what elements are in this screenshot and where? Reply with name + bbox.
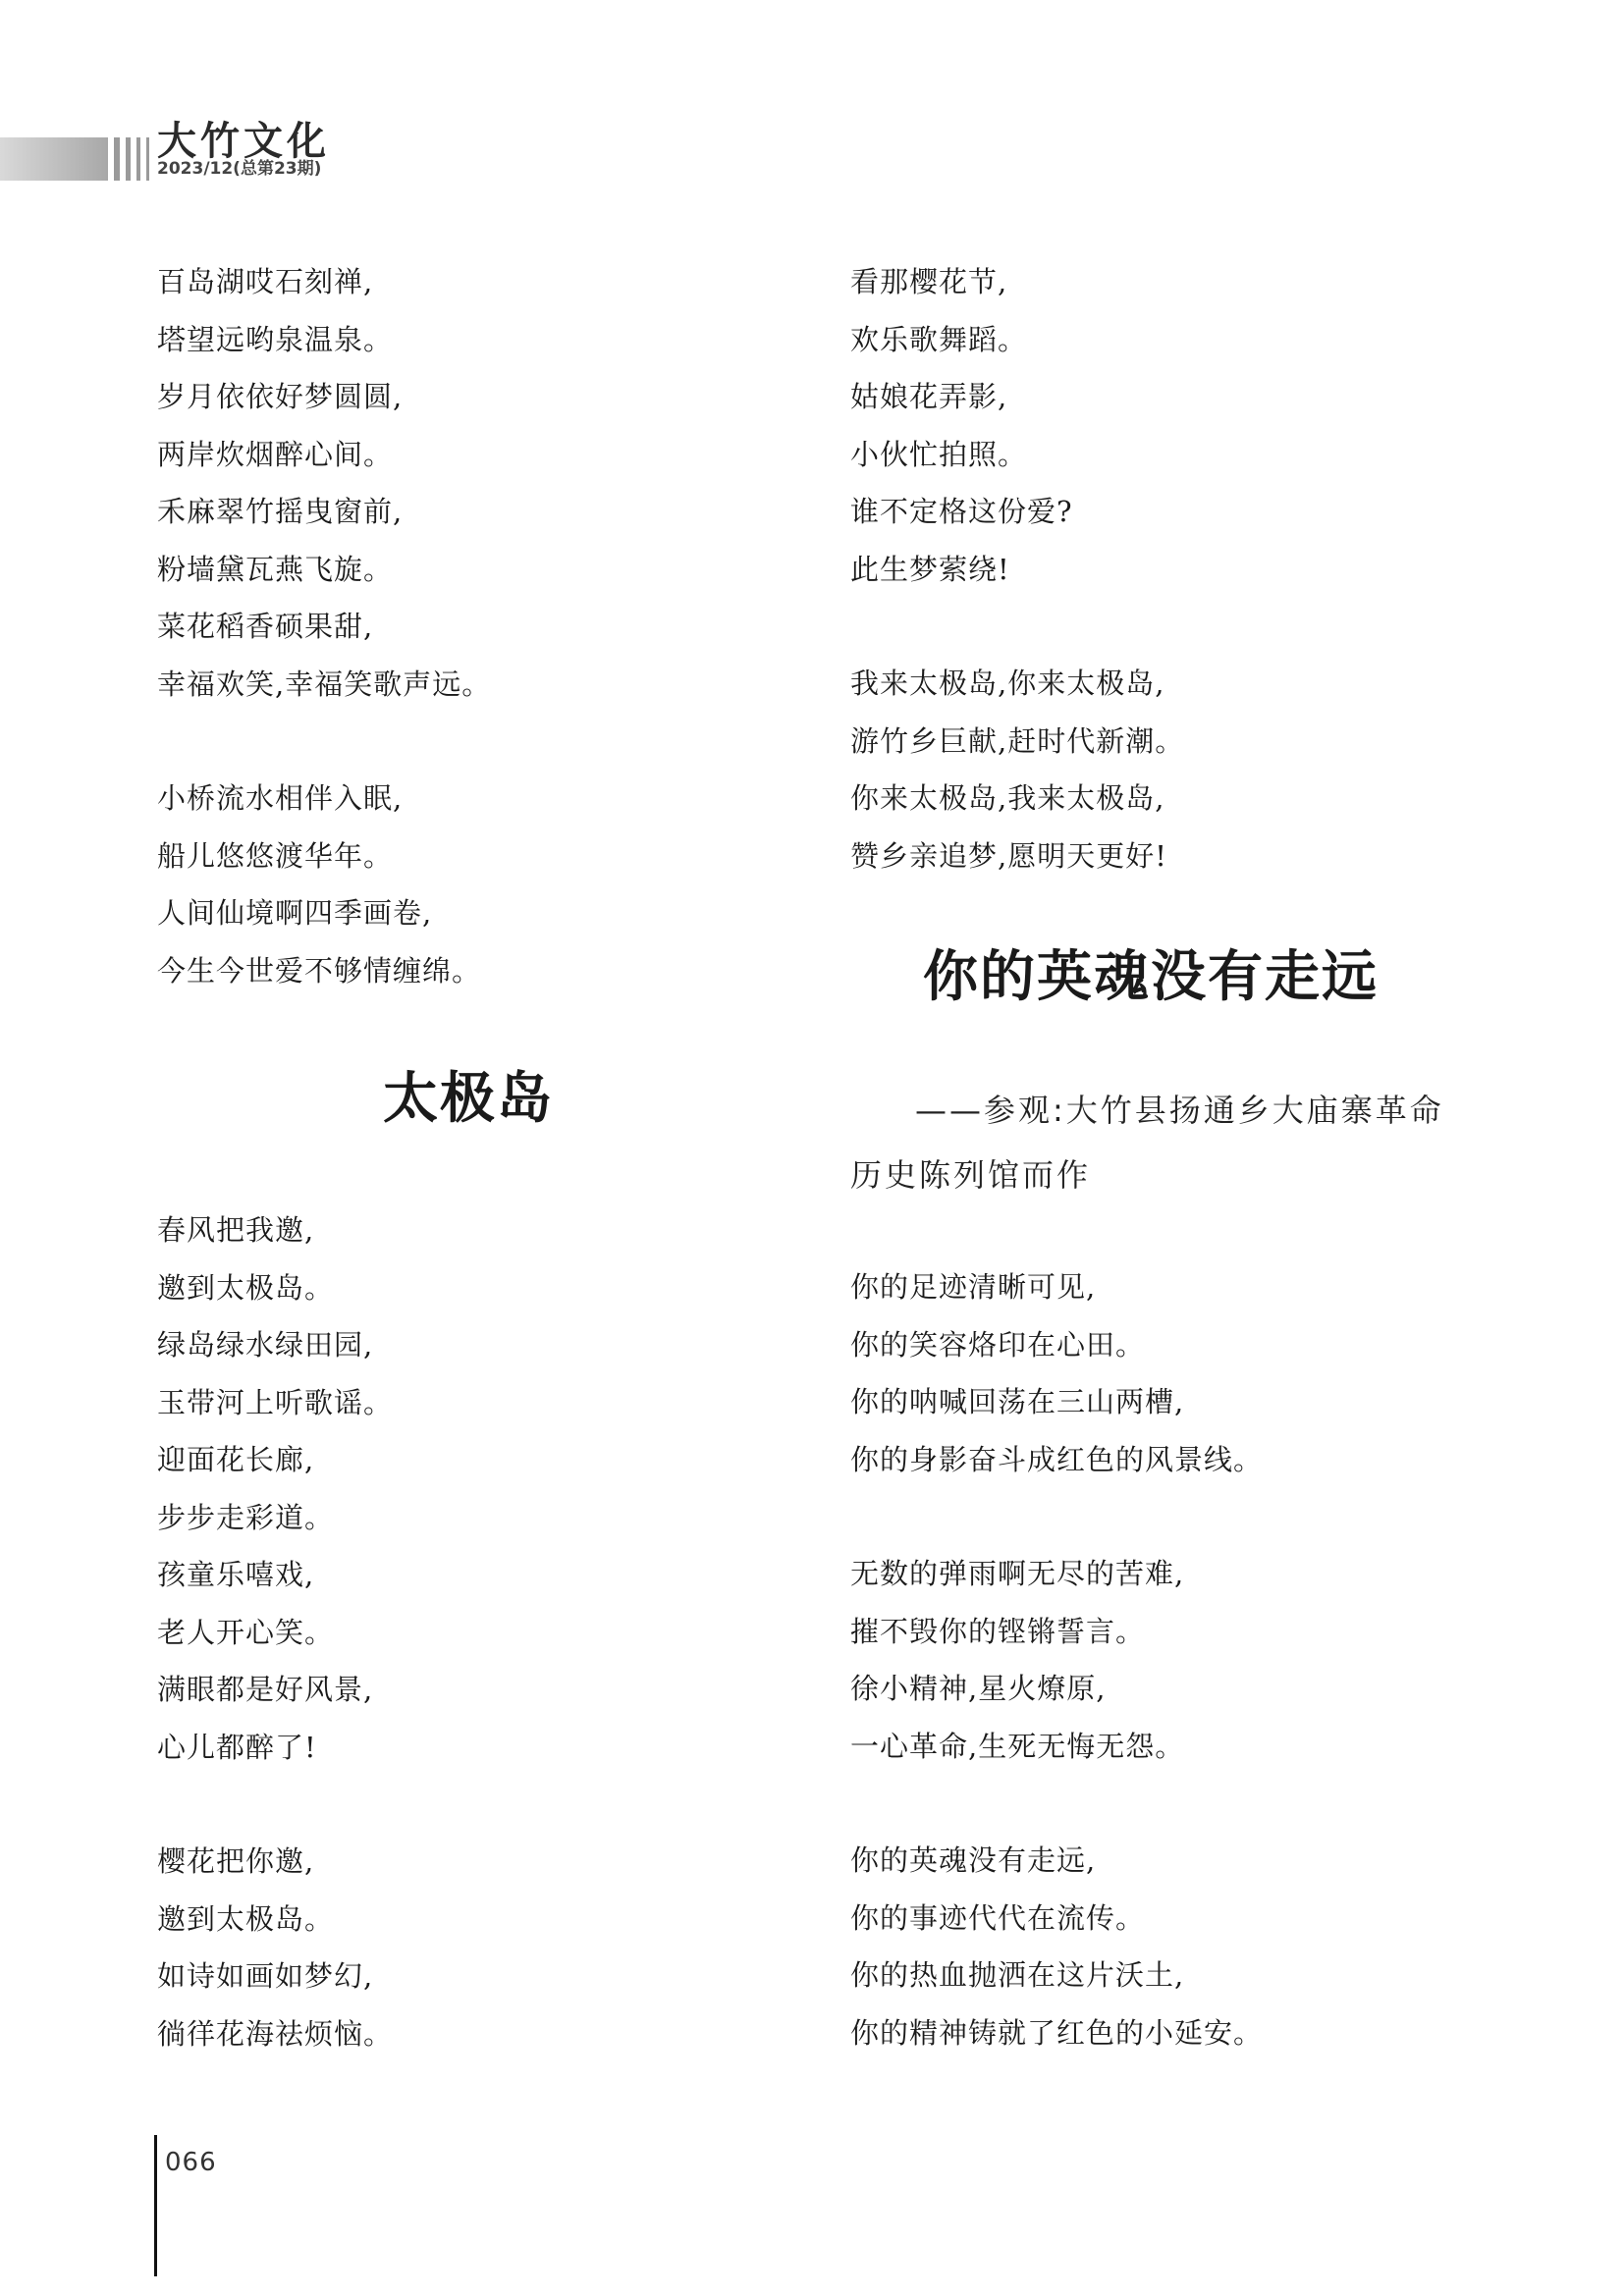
- poem3-subtitle: [850, 1078, 1498, 1207]
- poem-line: 禾麻翠竹摇曳窗前,: [157, 495, 404, 528]
- poem-line: 小伙忙拍照。: [850, 437, 1028, 471]
- poem-line: 欢乐歌舞蹈。: [850, 322, 1028, 356]
- poem-line: 一心革命,生死无悔无怨。: [850, 1729, 1185, 1763]
- poem-line: 百岛湖哎石刻禅,: [157, 265, 374, 298]
- poem-line: 你的身影奋斗成红色的风景线。: [850, 1442, 1264, 1476]
- poem-line: 徜徉花海祛烦恼。: [157, 2016, 394, 2051]
- poem2-title: 太极岛: [383, 1067, 554, 1131]
- poem3-stanza: [850, 1545, 1518, 1775]
- subtitle-line: 历史陈列馆而作: [850, 1156, 1092, 1194]
- poem2-right: [850, 253, 1518, 884]
- poem-line: 你来太极岛,我来太极岛,: [850, 781, 1165, 815]
- poem2-left: [157, 1201, 785, 2062]
- poem-line: 游竹乡巨献,赶时代新潮。: [850, 723, 1185, 758]
- poem-line: 邀到太极岛。: [157, 1270, 335, 1305]
- poem3-body: [850, 1258, 1518, 2061]
- poem2-stanza: [850, 253, 1518, 598]
- page-number: 066: [165, 2148, 217, 2177]
- poem-line: 如诗如画如梦幻,: [157, 1959, 374, 1993]
- poem-line: 樱花把你邀,: [157, 1844, 315, 1878]
- poem-line: 今生今世爱不够情缠绵。: [157, 953, 482, 988]
- poem2-stanza: [157, 1201, 785, 1776]
- magazine-title: 大竹文化: [157, 118, 330, 164]
- poem-line: 人间仙境啊四季画卷,: [157, 896, 433, 930]
- poem-line: 玉带河上听歌谣。: [157, 1385, 394, 1419]
- poem-line: 摧不毁你的铿锵誓言。: [850, 1614, 1146, 1648]
- poem3-title: 你的英魂没有走远: [923, 945, 1379, 1009]
- poem-line: 两岸炊烟醉心间。: [157, 437, 394, 471]
- poem-line: 春风把我邀,: [157, 1213, 315, 1247]
- poem-line: 老人开心笑。: [157, 1615, 335, 1649]
- poem-line: 步步走彩道。: [157, 1500, 335, 1534]
- poem-line: 姑娘花弄影,: [850, 380, 1008, 413]
- poem-line: 粉墙黛瓦燕飞旋。: [157, 552, 394, 586]
- poem-line: 满眼都是好风景,: [157, 1673, 374, 1706]
- subtitle-line: ——参观:大竹县扬通乡大庙寨革命: [915, 1092, 1444, 1129]
- poem2-stanza: [157, 1833, 785, 2062]
- poem1-stanza: [157, 770, 785, 999]
- poem-line: 迎面花长廊,: [157, 1443, 315, 1476]
- poem-line: 看那樱花节,: [850, 265, 1008, 298]
- poem-line: 心儿都醉了!: [157, 1730, 317, 1764]
- poem-line: 岁月依依好梦圆圆,: [157, 380, 404, 413]
- poem-line: 赞乡亲追梦,愿明天更好!: [850, 838, 1167, 873]
- poem-line: 你的呐喊回荡在三山两槽,: [850, 1385, 1185, 1418]
- header-decoration-bar: [0, 137, 155, 181]
- poem-line: 我来太极岛,你来太极岛,: [850, 667, 1165, 700]
- poem-line: 无数的弹雨啊无尽的苦难,: [850, 1557, 1185, 1590]
- poem-line: 孩童乐嘻戏,: [157, 1558, 315, 1591]
- poem-line: 塔望远哟泉温泉。: [157, 322, 394, 356]
- poem-line: 你的热血抛洒在这片沃土,: [850, 1958, 1185, 1992]
- poem-line: 绿岛绿水绿田园,: [157, 1328, 374, 1362]
- poem-line: 你的笑容烙印在心田。: [850, 1327, 1146, 1362]
- poem3-stanza: [850, 1832, 1518, 2061]
- poem-line: 船儿悠悠渡华年。: [157, 838, 394, 873]
- poem-line: 你的精神铸就了红色的小延安。: [850, 2015, 1264, 2050]
- poem-line: 菜花稻香硕果甜,: [157, 610, 374, 643]
- poem-line: 此生梦萦绕!: [850, 552, 1010, 586]
- poem-line: 幸福欢笑,幸福笑歌声远。: [157, 667, 492, 701]
- poem-line: 你的足迹清晰可见,: [850, 1270, 1097, 1304]
- poem-line: 徐小精神,星火燎原,: [850, 1672, 1107, 1705]
- issue-label: 2023/12(总第23期): [157, 159, 322, 179]
- poem1-continued: [157, 253, 785, 999]
- poem-line: 谁不定格这份爱?: [850, 495, 1073, 528]
- poem-line: 你的事迹代代在流传。: [850, 1900, 1146, 1935]
- poem3-stanza: [850, 1258, 1518, 1488]
- poem-line: 小桥流水相伴入眠,: [157, 781, 404, 815]
- page-rule-divider: [154, 2135, 157, 2276]
- poem2-stanza: [850, 655, 1518, 884]
- poem1-stanza: [157, 253, 785, 713]
- poem-line: 你的英魂没有走远,: [850, 1843, 1097, 1877]
- poem-line: 邀到太极岛。: [157, 1901, 335, 1936]
